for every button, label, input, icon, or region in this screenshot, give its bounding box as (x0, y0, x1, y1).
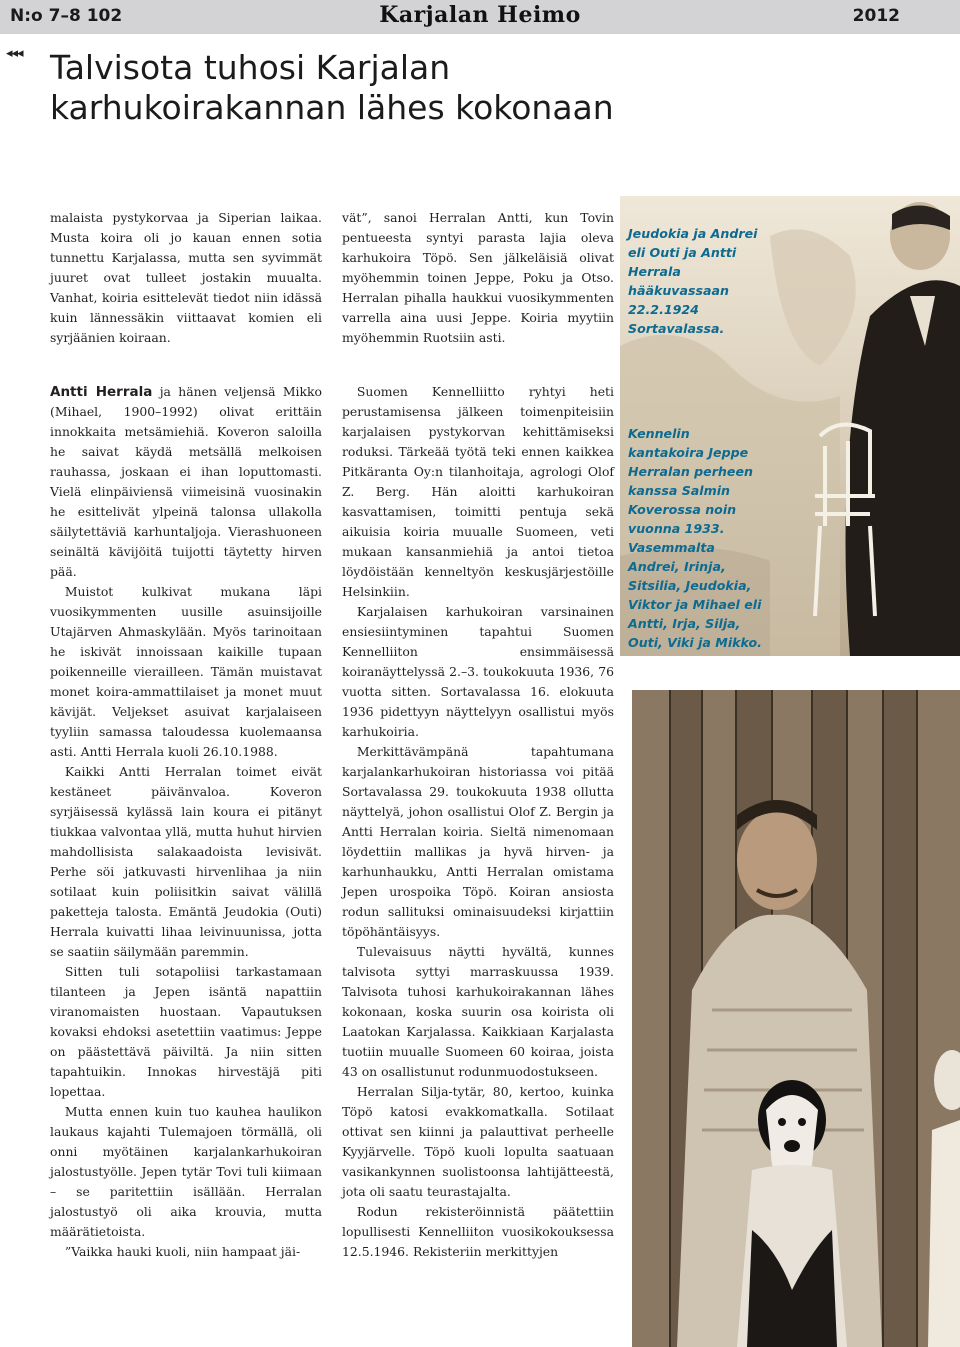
paragraph: ”Vaikka hauki kuoli, niin hampaat jäi- (64, 1244, 301, 1259)
paragraph: Karjalaisen karhukoiran varsinainen ensiesiintyminen tapahtui Suomen Kennelliiton ensimmäisessä koiranäyttelyssä 2.–3. toukokuuta 1936, 76 vuotta sitten. Sortavalassa 16. elokuuta 1936 pidettyyn näyttelyyn osallistui myös karhukoiria. (342, 604, 614, 739)
paragraph: Tulevaisuus näytti hyvältä, kunnes talvisota syttyi marraskuussa 1939. Talvisota tuhosi karhukoirakannan lähes kokonaan, koska suurin osa koirista oli Laatokan Karjalassa. Kaikkiaan Karjalasta tuotiin muualle Suomeen 60 koiraa, joista 43 on osallistunut rodunmuodostukseen. (342, 944, 614, 1079)
paragraph: vät”, sanoi Herralan Antti, kun Tovin pentueesta syntyi parasta lajia oleva karhukoira Töpö. Sen jälkeläisiä olivat myöhemmin toinen Jeppe, Poku ja Otso. Herralan pihalla haukkui vuosikymmenten varrella aina uusi Jeppe. Koiria myytiin myöhemmin Ruotsiin asti. (342, 210, 614, 345)
back-arrows-icon[interactable]: ◂◂◂ (6, 46, 23, 61)
col2-top (342, 208, 614, 348)
article-headline (50, 48, 614, 128)
paragraph: Suomen Kennelliitto ryhtyi heti perustamisensa jälkeen toimenpiteisiin karjalaisen pystykorvan kehittämiseksi roduksi. Tärkeää työtä teki ennen kaikkea Pitkäranta Oy:n tilanhoitaja, agrologi Olof Z. Berg. Hän aloitti karhukoiran kasvattamisen, toimitti pentuja sekä aikuisia koiria muualle Suomeen, veti mukaan kansanmiehiä ja antoi tietoa löydöistään kenneltyön keskusjärjestöille Helsinkiin. (342, 384, 614, 599)
paragraph: Sitten tuli sotapoliisi tarkastamaan tilanteen ja Jepen isäntä napattiin viranomaisten huostaan. Vapautuksen kovaksi ehdoksi asetettiin vaatimus: Jeppe on päästettävä päiviltä. Ja niin sitten tapahtuikin. Innokas hirvestäjä piti lopettaa. (50, 964, 322, 1099)
paragraph: Muistot kulkivat mukana läpi vuosikymmenten uusille asuinsijoille Utajärven Ahmaskylään. Myös tarinoitaan he iskivät innoissaan kaikille tupaan poikenneille vierailleen. Tämän muistavat monet koira-ammattilaiset ja monet muut kävijät. Veljekset asuivat karjalaiseen tyyliin samassa taloudessa kuolemaansa asti. Antti Herrala kuoli 26.10.1988. (50, 584, 322, 759)
issue-number: N:o 7–8 102 (10, 6, 123, 26)
paragraph: Merkittävämpänä tapahtumana karjalankarhukoiran historiassa voi pitää Sortavalassa 29. toukokuuta 1938 ollutta näyttelyä, johon osallistui Olof Z. Bergin ja Antti Herralan koiria. Sieltä nimenomaan löydettiin mallikas ja hyvä hirven- ja karhunhaukku, Antti Herralan omistama Jepen urospoika Töpö. Koiran ansiosta rodun sallituksi ominaisuudeksi kirjattiin töpöhäntäisyys. (342, 744, 614, 939)
run-in-heading: Antti Herrala (50, 384, 153, 400)
caption-wedding-photo: Jeudokia ja Andrei eli Outi ja Antti Herrala hääkuvassaan 22.2.1924 Sortavalassa. (628, 226, 758, 336)
paragraph: Herralan Silja-tytär, 80, kertoo, kuinka Töpö katosi evakkomatkalla. Sotilaat ottivat sen kiinni ja palauttivat perheelle Kyyjärvelle. Töpö kuoli lopulta saatuaan vasikankynnen suolistoonsa lahtijätteestä, jota oli saatu teurastajalta. (342, 1084, 614, 1199)
issue-year: 2012 (852, 6, 900, 26)
headline-line-1: Talvisota tuhosi Karjalan (50, 48, 451, 87)
paragraph: Kaikki Antti Herralan toimet eivät kestäneet päivänvaloa. Koveron syrjäisessä kylässä lain koura ei pitänyt tiukkaa valvontaa yllä, mutta huhut hirvien mahdollisista salakaadoista levisivät. Perhe söi jatkuvasti hirvenlihaa ja niin sotilaat kuin poliisitkin saivat välillä paketteja talosta. Emäntä Jeudokia (Outi) Herrala kuivatti lihaa leivinuunissa, jotta se saatiin säilymään paremmin. (50, 764, 322, 959)
masthead-title: Karjalan Heimo (379, 2, 581, 28)
col2-main (342, 382, 614, 1262)
paragraph: Rodun rekisteröinnistä päätettiin lopullisesti Kennelliiton vuosikokouksessa 12.5.1946. Rekisteriin merkittyjen (342, 1204, 614, 1259)
caption-kennel-photo: Kennelin kantakoira Jeppe Herralan perheen kanssa Salmin Koverossa noin vuonna 1933. Vasemmalta Andrei, Irinja, Sitsilia, Jeudokia, Viktor ja Mihael eli Antti, Irja, Silja, Outi, Viki ja Mikko. (628, 426, 762, 650)
col1-main (50, 382, 322, 1262)
paragraph-text: ja hänen veljensä Mikko (Mihael, 1900–1992) olivat erittäin innokkaita metsämiehiä. Koveron saloilla he saivat käydä metsällä melkoisen rauhassa, joskaan ei ihan loputtomasti. Vielä elinpäiviensä viimeisinä vuosinakin he esittelivät ylpeinä talonsa ullakolla säilytettäviä karhuntaljoja. Vierashuoneen seinältä kävijöitä tuijotti täytetty hirven pää. (50, 384, 322, 579)
paragraph (50, 382, 322, 582)
headline-line-2: karhukoirakannan lähes kokonaan (50, 88, 614, 127)
paragraph: malaista pystykorvaa ja Siperian laikaa. Musta koira oli jo kauan ennen sotia tunnettu Karjalassa, mutta sen syvimmät juuret ovat tulleet jostakin muualta. Vanhat, koiria esittelevät tiedot niin idässä kuin lännessäkin viittaavat komien eli syrjäänien koiraan. (50, 210, 322, 345)
col1-top (50, 208, 322, 348)
kennel-family-photo (632, 690, 960, 1347)
paragraph: Mutta ennen kuin tuo kauhea haulikon laukaus kajahti Tulemajoen törmällä, oli onni myötäinen karjalankarhukoiran jalostustyölle. Jepen tytär Tovi tuli kiimaan – se paritettiin isällään. Herralan jalostustyö oli aika krouvia, mutta määrätietoista. (50, 1104, 322, 1239)
